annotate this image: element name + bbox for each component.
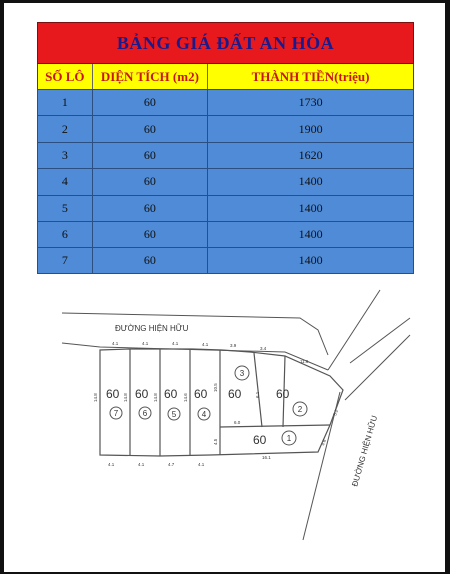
lot-7-area: 60	[106, 387, 120, 401]
header-price: THÀNH TIỀN(triệu)	[251, 68, 370, 84]
road-top-lower-edge	[62, 343, 328, 370]
header-area: DIỆN TÍCH (m2)	[93, 64, 208, 89]
dim-label: 4.1	[108, 462, 115, 467]
cell-area: 60	[93, 169, 208, 194]
lot-2-area: 60	[276, 387, 290, 401]
dim-label: 3.4	[260, 346, 267, 351]
cell-price: 1900	[298, 121, 323, 136]
cell-lot: 5	[38, 196, 93, 221]
cell-lot: 7	[38, 248, 93, 272]
lot-divider	[220, 425, 330, 427]
cell-lot: 1	[38, 90, 93, 115]
cell-price: 1400	[298, 227, 323, 242]
dim-label: 4.1	[138, 462, 145, 467]
dim-label: 6.1	[255, 391, 260, 398]
lot-3-area: 60	[228, 387, 242, 401]
road-right-far-edge	[345, 335, 410, 400]
lot-divider	[254, 353, 262, 427]
cell-area: 60	[93, 143, 208, 168]
lot-7-number: 7	[113, 409, 119, 418]
cell-lot: 3	[38, 143, 93, 168]
lot-1-area: 60	[253, 433, 267, 447]
dim-label: 14.8	[93, 393, 98, 402]
dim-label: 11.6	[300, 359, 309, 364]
road-right-left-edge	[328, 290, 380, 370]
cell-price: 1400	[298, 253, 323, 268]
cell-area: 60	[93, 248, 208, 272]
cell-area: 60	[93, 116, 208, 141]
road-top-label: ĐƯỜNG HIỆN HỮU	[115, 324, 189, 333]
cell-lot: 2	[38, 116, 93, 141]
dim-label: 16.1	[262, 455, 271, 460]
table-title: BẢNG GIÁ ĐẤT AN HÒA	[37, 22, 414, 64]
cell-price: 1400	[298, 174, 323, 189]
cell-area: 60	[93, 222, 208, 247]
dim-label: 4.1	[172, 341, 179, 346]
cell-lot: 6	[38, 222, 93, 247]
lot-5-number: 5	[171, 410, 177, 419]
dim-label: 4.1	[198, 462, 205, 467]
dim-label: 6.0	[234, 420, 241, 425]
lot-6-area: 60	[135, 387, 149, 401]
cell-area: 60	[93, 90, 208, 115]
dim-label: 4.1	[202, 342, 209, 347]
dim-label: 14.8	[123, 393, 128, 402]
cell-lot: 4	[38, 169, 93, 194]
lot-6-number: 6	[142, 409, 148, 418]
dim-label: 4.5	[213, 438, 218, 445]
cell-area: 60	[93, 196, 208, 221]
lot-3-number: 3	[239, 369, 245, 378]
dim-label: 4.1	[142, 341, 149, 346]
lot-4-number: 4	[201, 410, 207, 419]
dim-label: 4.7	[168, 462, 175, 467]
dim-label: 3.9	[230, 343, 237, 348]
lot-2-number: 2	[297, 405, 303, 414]
lot-4-area: 60	[194, 387, 208, 401]
road-right-label: ĐƯỜNG HIỆN HỮU	[350, 414, 380, 488]
header-lot-number: SỐ LÔ	[38, 64, 93, 89]
lot-5-area: 60	[164, 387, 178, 401]
cell-price: 1400	[298, 200, 323, 215]
lot-1-number: 1	[286, 434, 292, 443]
dim-label: 14.6	[183, 393, 188, 402]
dim-label: 4.1	[112, 341, 119, 346]
road-right-inner-edge	[350, 318, 410, 363]
lot-block-outline	[100, 349, 343, 456]
dim-label: 10.5	[213, 383, 218, 392]
cell-price: 1620	[298, 147, 323, 162]
dim-label: 5.2	[332, 408, 340, 417]
cell-price: 1730	[298, 95, 323, 110]
dim-label: 14.8	[153, 393, 158, 402]
dim-label: 4.6	[320, 438, 328, 447]
